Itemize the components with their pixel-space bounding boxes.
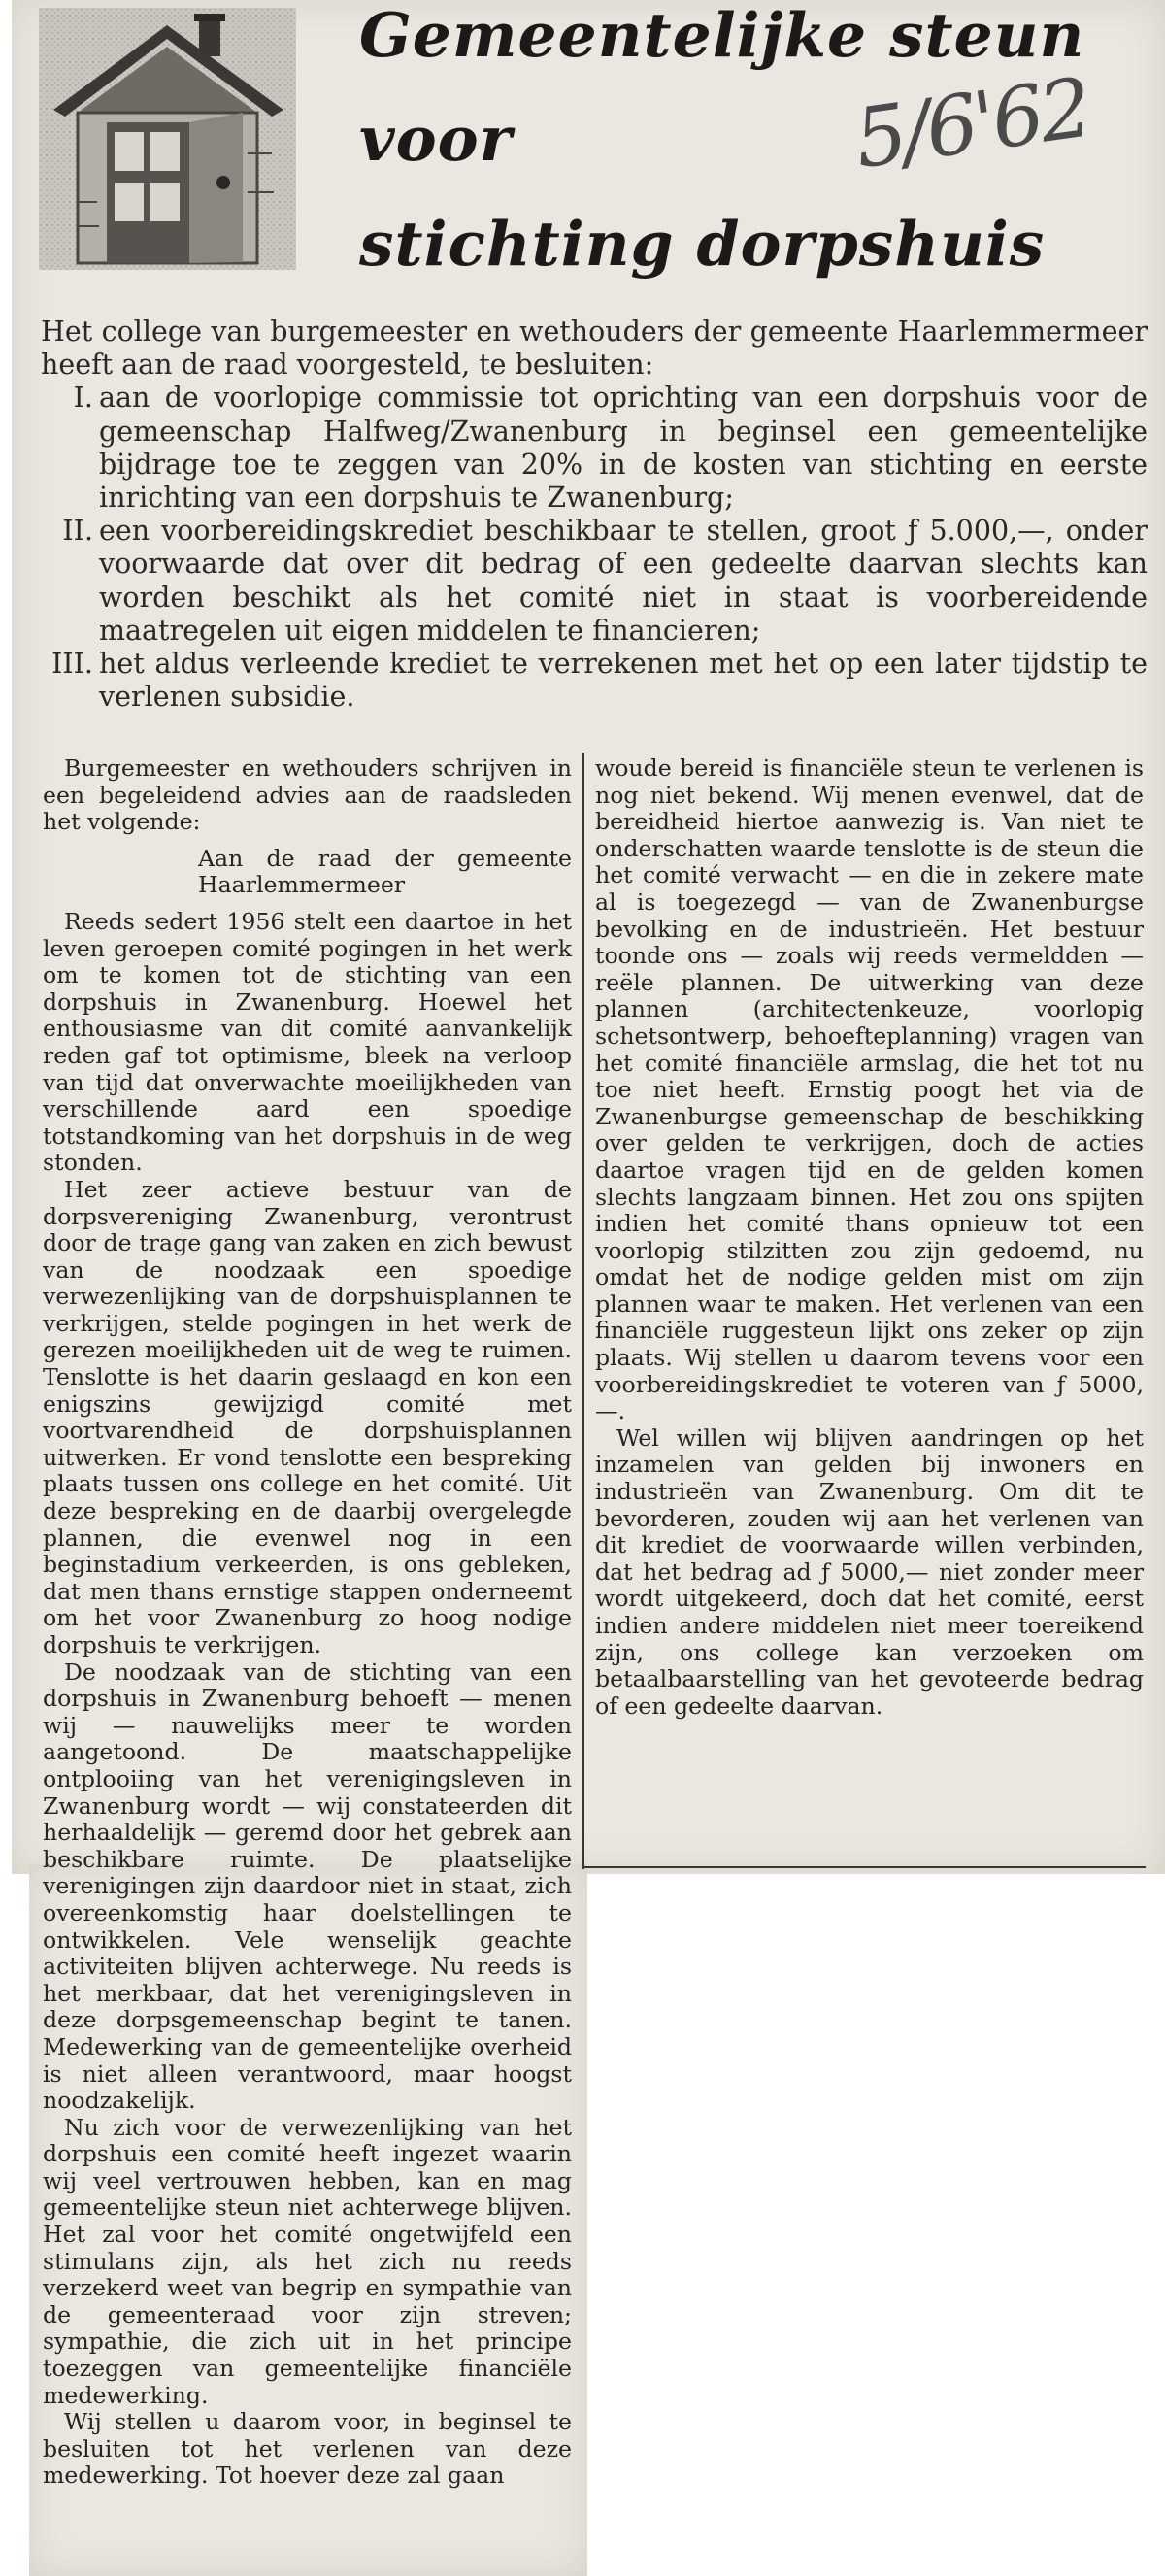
headline-line-3: stichting dorpshuis [359,208,1046,280]
resolution-number: II. [62,515,93,548]
headline-line-2: voor [359,103,513,175]
resolution-list [41,382,1148,714]
handwritten-date: 5/6'62 [849,59,1094,187]
resolution-text: aan de voorlopige commissie tot oprichting van een dorpshuis voor de gemeenschap Halfweg/Zwanenburg in beginsel een gemeentelijke bijdrage toe te zeggen van 20% in de kosten van stichting en eerste inrichting van een dorpshuis te Zwanenburg; [99,382,1148,515]
paragraph: Reeds sedert 1956 stelt een daartoe in het leven geroepen comité pogingen in het werk om te komen tot de stichting van een dorpshuis in Zwanenburg. Hoewel het enthousiasme van dit comité aanvankelijk reden gaf tot optimisme, bleek na verloop van tijd dat onverwachte moeilijkheden van verschillende aard een spoedige totstandkoming van het dorpshuis in de weg stonden. [43,907,572,1177]
paragraph: De noodzaak van de stichting van een dorpshuis in Zwanenburg behoeft — menen wij — nauwelijks meer te worden aangetoond. De maatschappelijke ontplooiing van het verenigingsleven in Zwanenburg wordt — wij constateerden dit herhaaldelijk — geremd door het gebrek aan beschikbare ruimte. De plaatselijke verenigingen zijn daardoor niet in staat, zich overeenkomstig haar doelstellingen te ontwikkelen. Vele wenselijk geachte activiteiten blijven achterwege. Nu reeds is het merkbaar, dat het verenigingsleven in deze dorpsgemeenschap begint te tanen. Medewerking van de gemeentelijke overheid is niet alleen verantwoord, maar hoogst noodzakelijk. [43,1657,572,2115]
address-line: Aan de raad der gemeente Haarlemmermeer [198,844,572,899]
left-column [43,755,572,2490]
paragraph: Wij stellen u daarom voor, in beginsel te besluiten tot het verlenen van deze medewerking. Tot hoever deze zal gaan [43,2408,572,2490]
column-divider [582,753,584,1869]
resolution-text: een voorbereidingskrediet beschikbaar te stellen, groot ƒ 5.000,—, onder voorwaarde dat over dit bedrag of een gedeelte daarvan slechts kan worden beschikt als het comité niet in staat is voorbereidende maatregelen uit eigen middelen te financieren; [99,515,1148,647]
paragraph: Wel willen wij blijven aandringen op het inzamelen van gelden bij inwoners en industrieën van Zwanenburg. Om dit te bevorderen, zouden wij aan het verlenen van dit krediet de voorwaarde willen verbinden, dat het bedrag ad ƒ 5000,— niet zonder meer wordt uitgekeerd, doch dat het comité, eerst indien andere middelen niet meer toereikend zijn, ons college kan verzoeken om betaalbaarstelling van het gevoteerde bedrag of een gedeelte daarvan. [595,1423,1144,1720]
intro-block [41,316,1148,714]
right-column [595,755,1144,1720]
resolution-number: I. [73,382,93,415]
resolution-text: het aldus verleende krediet te verrekenen met het op een later tijdstip te verlenen subsidie. [99,648,1148,714]
headline-line-1: Gemeentelijke steun [359,0,1085,71]
house-illustration [39,8,296,270]
paragraph: Nu zich voor de verwezenlijking van het dorpshuis een comité heeft ingezet waarin wij veel vertrouwen hebben, kan en mag gemeentelijke steun niet achterwege blijven. Het zal voor het comité ongetwijfeld een stimulans zijn, als het zich nu reeds verzekerd weet van begrip en sympathie van de gemeenteraad voor zijn streven; sympathie, die zich uit in het principe toezeggen van gemeentelijke financiële medewerking. [43,2113,572,2409]
paragraph: Burgemeester en wethouders schrijven in een begeleidend advies aan de raadsleden het volgende: [43,754,572,836]
resolution-item [41,515,1148,648]
paragraph: Het zeer actieve bestuur van de dorpsvereniging Zwanenburg, verontrust door de trage gang van zaken en zich bewust van de noodzaak een spoedige verwezenlijking van de dorpshuisplannen te verkrijgen, stelde pogingen in het werk de gerezen moeilijkheden uit de weg te ruimen. Tenslotte is het daarin geslaagd en kon een enigszins gewijzigd comité met voortvarendheid de dorpshuisplannen uitwerken. Er vond tenslotte een bespreking plaats tussen ons college en het comité. Uit deze bespreking en de daarbij overgelegde plannen, die evenwel nog in een beginstadium verkeerden, is ons gebleken, dat men thans ernstige stappen onderneemt om het voor Zwanenburg zo hoog nodige dorpshuis te verkrijgen. [43,1175,572,1658]
paragraph: woude bereid is financiële steun te verlenen is nog niet bekend. Wij menen evenwel, dat de bereidheid hiertoe aanwezig is. Van niet te onderschatten waarde tenslotte is de steun die het comité verwacht — en die in zekere mate al is toegezegd — van de Zwanenburgse bevolking en de industrieën. Het bestuur toonde ons — zoals wij reeds vermeldden — reële plannen. De uitwerking van deze plannen (architectenkeuze, voorlopig schetsontwerp, behoefteplanning) vragen van het comité financiële armslag, die het tot nu toe niet heeft. Ernstig poogt het via de Zwanenburgse gemeenschap de beschikking over gelden te verkrijgen, doch de acties daartoe vragen tijd en de gelden komen slechts langzaam binnen. Het zou ons spijten indien het comité thans opnieuw tot een voorlopig stilzitten zou zijn gedoemd, nu omdat het de nodige gelden mist om zijn plannen waar te maken. Het verlenen van een financiële ruggesteun lijkt ons zeker op zijn plaats. Wij stellen u daarom tevens voor een voorbereidingskrediet te voteren van ƒ 5000,—. [595,754,1144,1425]
intro-lead: Het college van burgemeester en wethouders der gemeente Haarlemmermeer heeft aan de raad voorgesteld, te besluiten: [41,316,1148,382]
resolution-item [41,648,1148,714]
column-bottom-rule [582,1866,1146,1868]
resolution-item [41,382,1148,515]
resolution-number: III. [51,648,93,681]
